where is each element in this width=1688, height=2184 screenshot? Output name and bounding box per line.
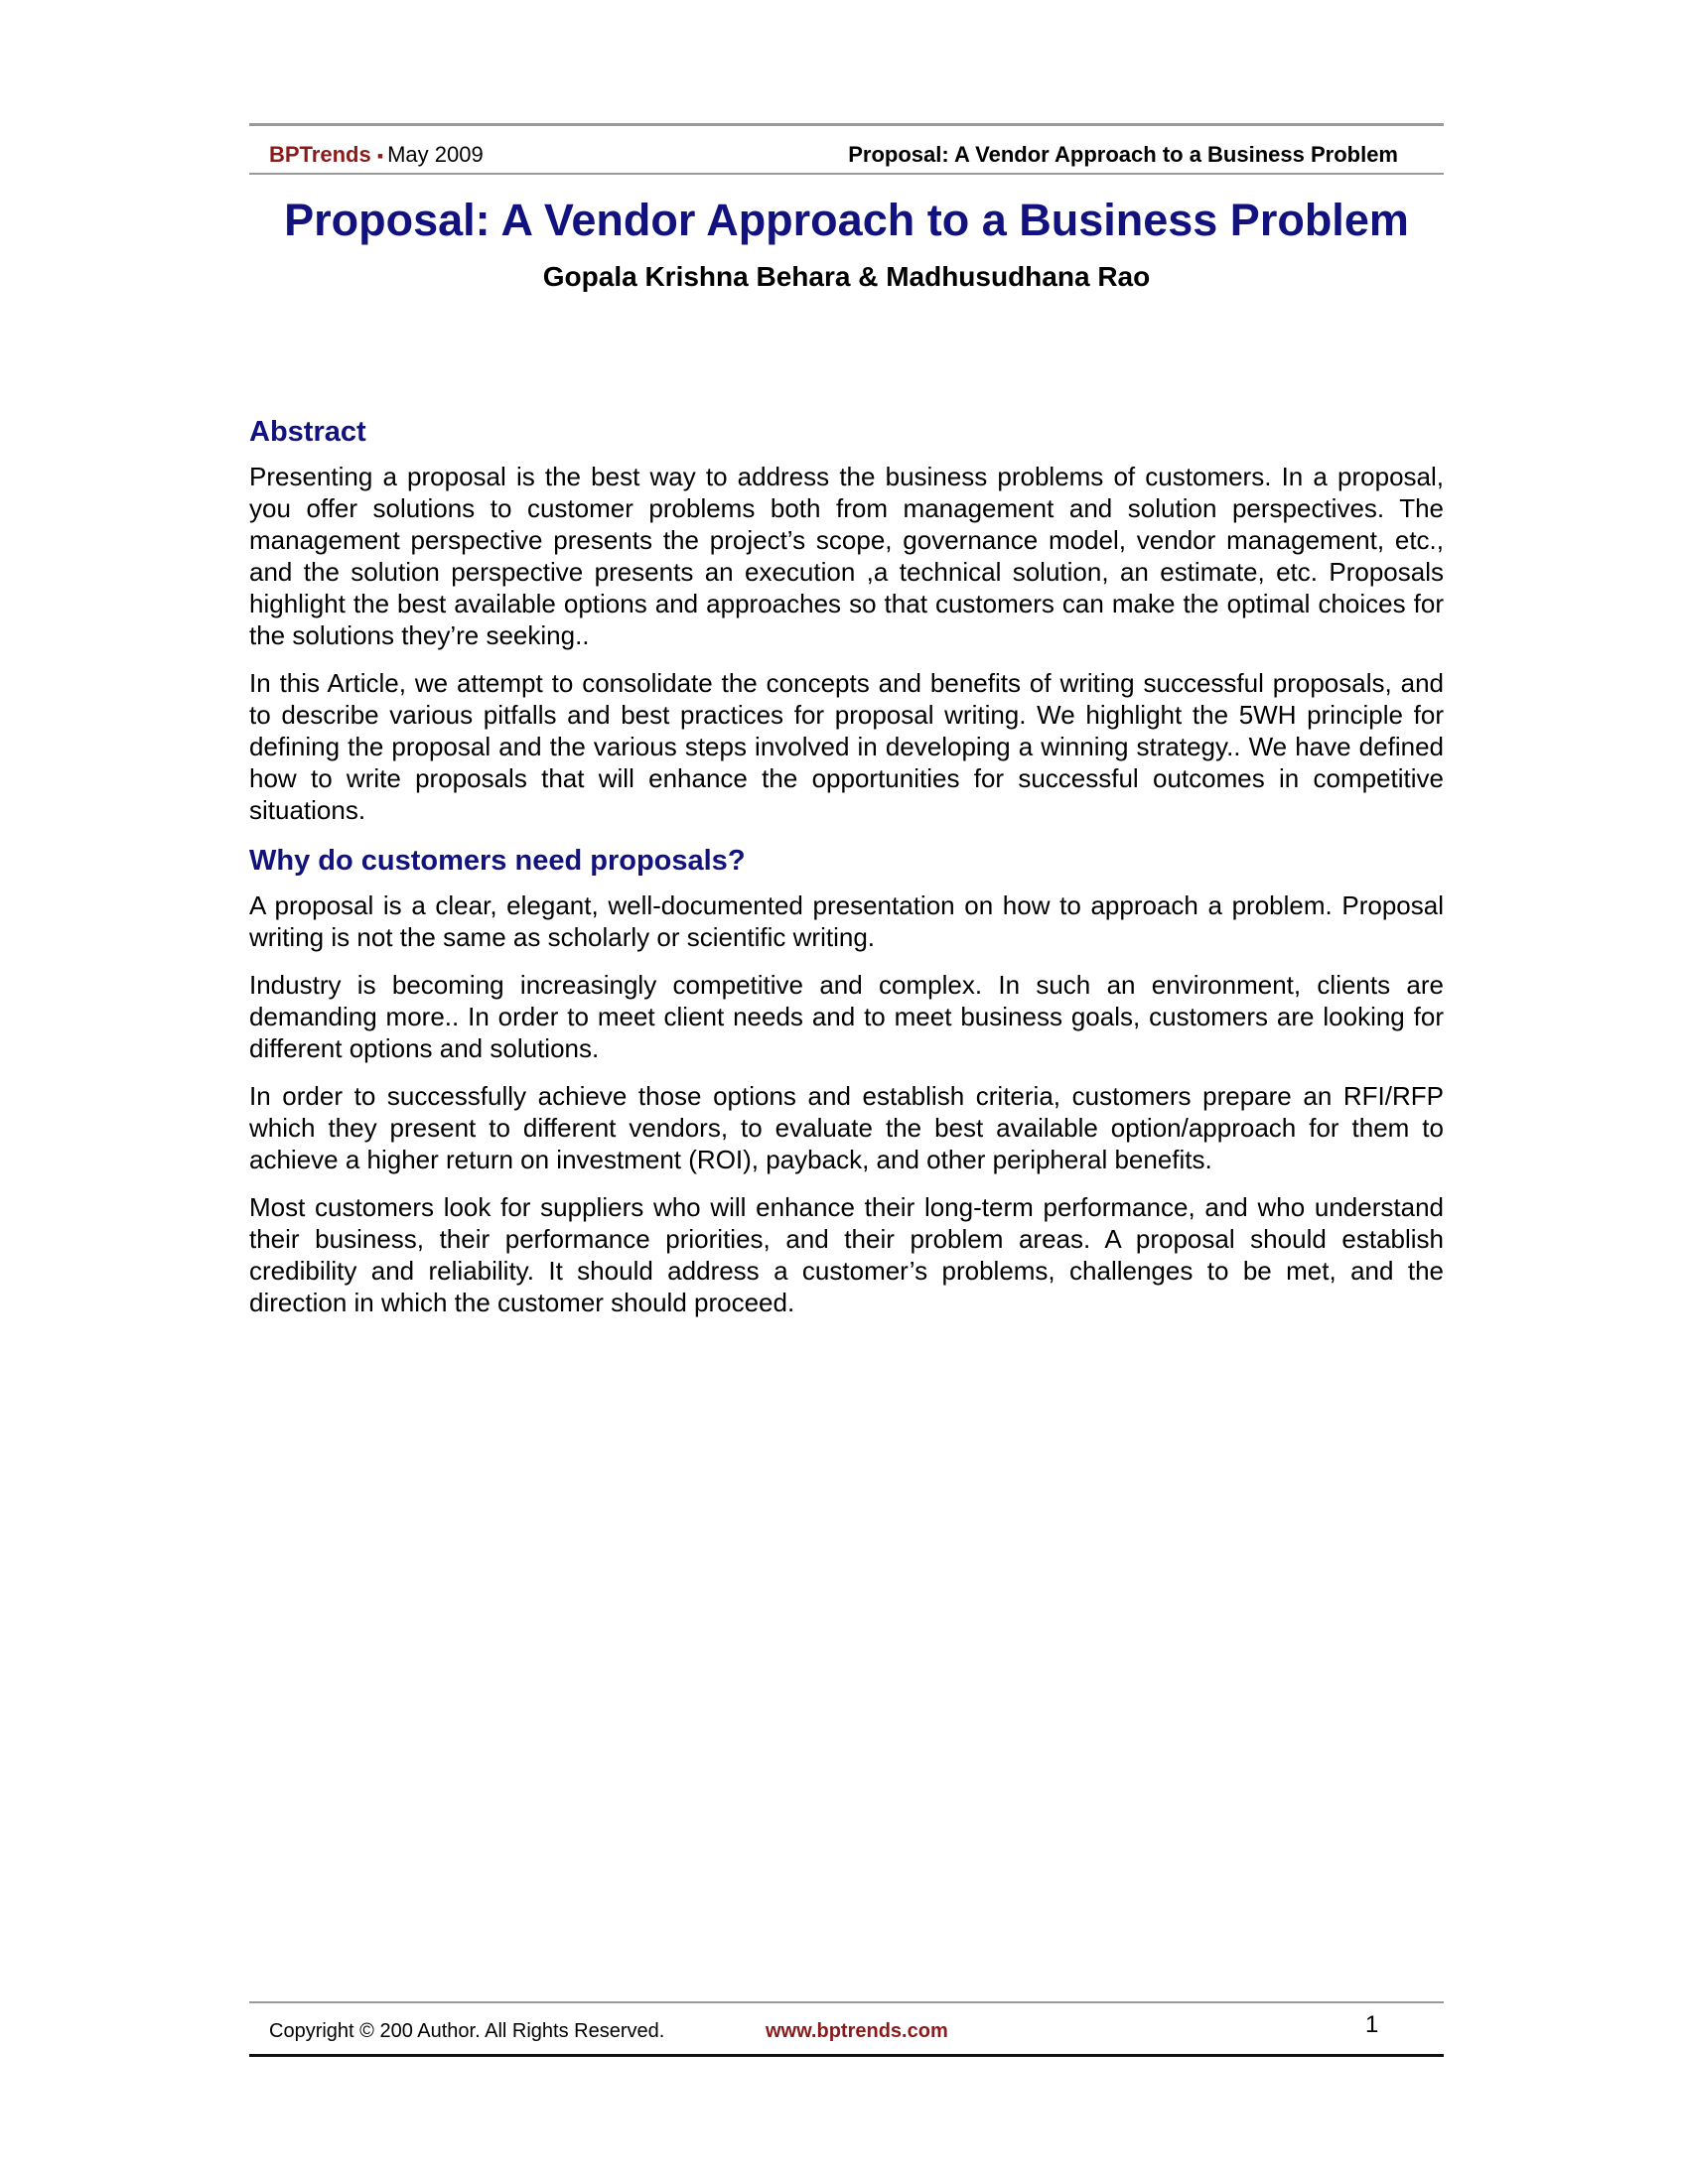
footer-website-link[interactable]: www.bptrends.com xyxy=(766,2020,948,2042)
header-left xyxy=(269,142,484,169)
abstract-paragraph: Presenting a proposal is the best way to address the business problems of customers. In a proposal, you offer solutions to customer problems both from management and solution perspectives. The management perspective presents the project’s scope, governance model, vendor management, etc., and the solution perspective presents an execution ,a technical solution, an estimate, etc. Proposals highlight the best available options and approaches so that customers can make the optimal choices for the solutions they’re seeking.. xyxy=(249,462,1444,650)
header-date: May 2009 xyxy=(387,142,484,167)
document-authors: Gopala Krishna Behara & Madhusudhana Rao xyxy=(542,261,1151,292)
header-separator-icon: ▪ xyxy=(376,146,384,166)
footer-copyright: Copyright © 200 Author. All Rights Reserved. xyxy=(269,2020,665,2042)
body-paragraph: A proposal is a clear, elegant, well-documented presentation on how to approach a problem. Proposal writing is not the same as scholarly or scientific writing. xyxy=(249,890,1444,952)
header-brand: BPTrends xyxy=(269,142,371,167)
section-heading-abstract: Abstract xyxy=(249,416,366,448)
body-paragraph: Most customers look for suppliers who will enhance their long-term performance, and who understand their business, their performance priorities, and their problem areas. A proposal should establish credibility and reliability. It should address a customer’s problems, challenges to be met, and the direction in which the customer should proceed. xyxy=(249,1192,1444,1317)
section-heading-why-proposals: Why do customers need proposals? xyxy=(249,845,746,877)
page-header xyxy=(249,123,1444,175)
body-paragraph: Industry is becoming increasingly competitive and complex. In such an environment, clients are demanding more.. In order to meet client needs and to meet business goals, customers are looking for different options and solutions. xyxy=(249,970,1444,1063)
page-footer xyxy=(249,2001,1444,2057)
header-running-title: Proposal: A Vendor Approach to a Business Problem xyxy=(848,142,1398,167)
abstract-paragraph: In this Article, we attempt to consolidate the concepts and benefits of writing successful proposals, and to describe various pitfalls and best practices for proposal writing. We highlight the 5WH principle for defining the proposal and the various steps involved in developing a winning strategy.. We have defined how to write proposals that will enhance the opportunities for successful outcomes in competitive situations. xyxy=(249,668,1444,825)
body-paragraph: In order to successfully achieve those options and establish criteria, customers prepare an RFI/RFP which they present to different vendors, to evaluate the best available option/approach for them to achieve a higher return on investment (ROI), payback, and other peripheral benefits. xyxy=(249,1081,1444,1174)
document-title: Proposal: A Vendor Approach to a Business Problem xyxy=(284,195,1409,245)
page-number: 1 xyxy=(1365,2011,1379,2038)
document-body xyxy=(249,415,1444,1334)
